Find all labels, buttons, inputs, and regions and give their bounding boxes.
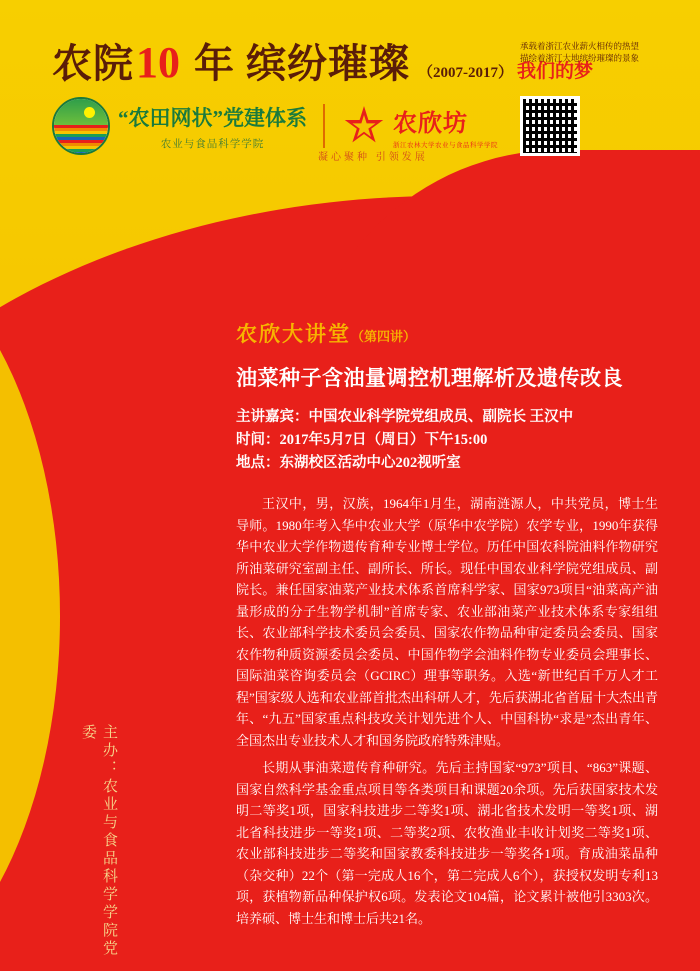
place-value: 东湖校区活动中心202视听室 <box>279 455 461 471</box>
headline-number: 10 <box>136 38 180 87</box>
speaker-row <box>236 406 658 429</box>
brand-sub: 浙江农林大学农业与食品科学学院 <box>393 142 498 149</box>
lecture-title: 油菜种子含油量调控机理解析及遗传改良 <box>236 366 623 390</box>
place-row <box>236 452 658 475</box>
logo-field <box>54 125 108 153</box>
brand-slogan: 凝心聚种 引领发展 <box>318 152 428 163</box>
brand-name: 农欣坊 <box>393 111 468 137</box>
divider <box>323 104 325 148</box>
logo-row <box>52 96 580 156</box>
headline-dream: 我们的梦 <box>517 61 594 82</box>
lecture-meta <box>236 406 658 475</box>
headline-subtext <box>520 40 639 64</box>
brand-text <box>393 103 498 149</box>
qr-code-pattern <box>523 99 577 153</box>
headline-part1: 农院 <box>52 41 134 86</box>
headline-subtext-line2: 描绘着浙江大地缤纷璀璨的景象 <box>520 53 640 63</box>
series-episode: （第四讲） <box>351 329 417 344</box>
lecture-content <box>236 318 658 935</box>
red-star-icon <box>341 103 387 149</box>
time-label: 时间： <box>236 432 280 448</box>
headline-part2: 年 缤纷璀璨 <box>194 41 410 86</box>
qr-code-icon[interactable] <box>520 96 580 156</box>
speaker-value: 中国农业科学院党组成员、副院长 王汉中 <box>308 409 574 425</box>
speaker-bio <box>236 493 658 929</box>
party-system-title: “农田网状”党建体系 <box>118 105 307 130</box>
place-label: 地点： <box>236 455 280 471</box>
headline-subtext-line1: 承载着浙江农业薪火相传的热望 <box>520 41 640 51</box>
brand-block <box>341 103 498 149</box>
bio-paragraph-1: 王汉中，男，汉族，1964年1月生，湖南涟源人，中共党员，博士生导师。1980年考入华中农业大学（原华中农学院）农学专业，1990年获得华中农业大学作物遗传育种专业博士学位。历任中国农科院油料作物研究所油菜研究室副主任、副所长、所长。现任中国农业科学院党组成员、副院长。兼任国家油菜产业技术体系首席科学家、国家973项目“油菜高产油量形成的分子生物学机制”首席专家、农业部油菜产业技术体系专家组组长、农业部科学技术委员会委员、国家农作物品种审定委员会委员、国家农作物种质资源委员会委员、中国作物学会油料作物专业委员会理事长、国际油菜咨询委员会（GCIRC）理事等职务。入选“新世纪百千万人才工程”国家级人选和农业部首批杰出科研人才，先后获湖北省首届十大杰出青年、“九五”国家重点科技攻关计划先进个人、中国科协“求是”杰出青年、全国杰出专业技术人才和国务院政府特殊津贴。 <box>236 496 658 748</box>
sun-icon <box>84 107 95 118</box>
series-name: 农欣大讲堂 <box>236 322 351 346</box>
headline <box>52 32 593 89</box>
time-row <box>236 429 658 452</box>
headline-years: （2007-2017） <box>418 65 513 81</box>
sponsor-vertical-text: 主办：农业与食品科学学院党委 <box>80 724 118 958</box>
college-name: 农业与食品科学学院 <box>160 137 265 150</box>
party-system-block <box>118 102 307 151</box>
speaker-label: 主讲嘉宾： <box>236 409 309 425</box>
logo-sky <box>54 99 108 125</box>
farmland-circle-logo-icon <box>52 97 110 155</box>
time-value: 2017年5月7日（周日）下午15:00 <box>279 432 488 448</box>
bio-paragraph-2: 长期从事油菜遗传育种研究。先后主持国家“973”项目、“863”课题、国家自然科学基金重点项目等各类项目和课题20余项。先后获国家技术发明二等奖1项，国家科技进步二等奖1项、湖北省技术发明一等奖1项、湖北省科技进步一等奖1项、二等奖2项、农牧渔业丰收计划奖二等奖1项、农业部科技进步二等奖和国家教委科技进步一等奖各1项。育成油菜品种（杂交种）22个（第一完成人16个，第二完成人6个），获授权发明专利13项，获植物新品种保护权6项。发表论文104篇，论文累计被他引3303次。培养硕、博士生和博士后共21名。 <box>236 760 658 926</box>
poster-header <box>0 0 700 196</box>
lecture-series-title <box>236 318 658 348</box>
